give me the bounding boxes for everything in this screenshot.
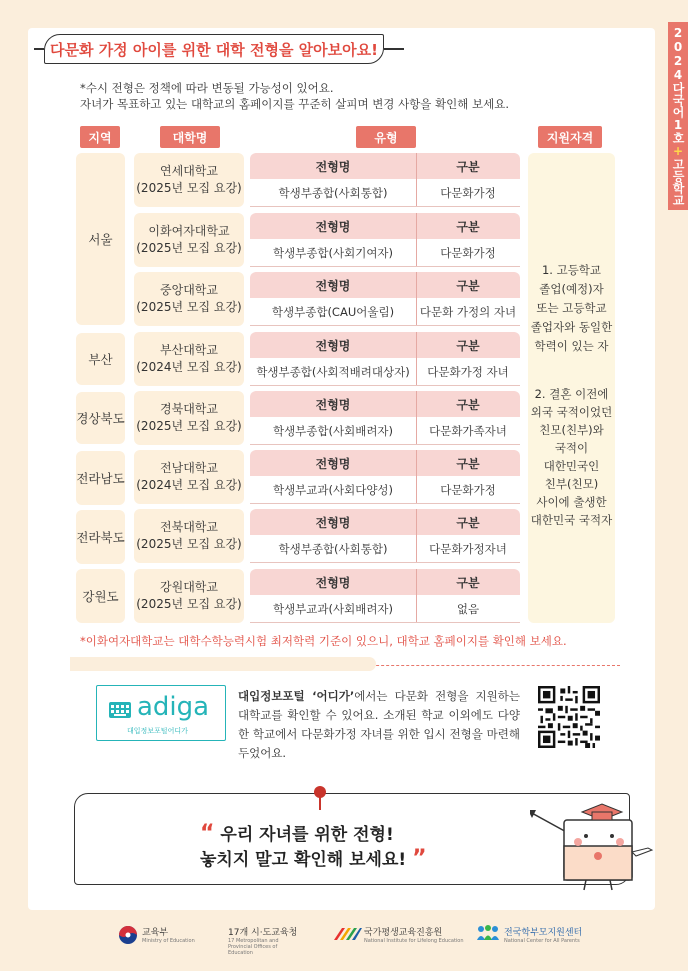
univ-cell <box>134 332 244 386</box>
univ-year: (2025년 모집 요강) <box>136 300 242 314</box>
qual-2-line: 사이에 출생한 <box>536 495 607 509</box>
qr-code-icon[interactable] <box>538 686 600 748</box>
type-head-category: 구분 <box>456 515 480 530</box>
type-name: 학생부종합(사회통합) <box>278 542 388 556</box>
adiga-logo[interactable] <box>96 685 226 741</box>
region-gangwon: 강원도 <box>76 569 125 623</box>
type-head-category: 구분 <box>456 456 480 471</box>
type-table <box>250 332 520 386</box>
type-head-name: 전형명 <box>315 515 351 530</box>
header-university: 대학명 <box>160 126 220 148</box>
univ-name: 부산대학교 <box>160 343 218 357</box>
qual-2-line: 국적이 <box>554 441 589 455</box>
type-head-category: 구분 <box>456 338 480 353</box>
nile-logo-icon <box>332 926 362 942</box>
univ-year: (2025년 모집 요강) <box>136 597 242 611</box>
univ-year: (2025년 모집 요강) <box>136 241 242 255</box>
univ-cell <box>134 213 244 267</box>
side-tab-series: 다국어 <box>671 82 685 118</box>
qual-1-line: 졸업자와 동일한 <box>530 320 613 334</box>
qual-1-line: 또는 고등학교 <box>536 301 607 315</box>
header-qualification: 지원자격 <box>538 126 602 148</box>
title-line-left <box>34 48 44 50</box>
univ-year: (2024년 모집 요강) <box>136 478 242 492</box>
type-name: 학생부종합(CAU어울림) <box>271 305 395 319</box>
type-name: 학생부교과(사회배려자) <box>272 602 394 616</box>
type-category: 다문화가정 자녀 <box>427 365 509 379</box>
type-head-category: 구분 <box>456 397 480 412</box>
type-head-name: 전형명 <box>315 159 351 174</box>
footer-moe: 교육부 <box>142 928 169 938</box>
adiga-description <box>238 687 520 763</box>
moe-emblem-icon <box>118 925 138 945</box>
qual-2-line: 대한민국인 <box>543 459 600 473</box>
slogan-text-2: 놓치지 말고 확인해 보세요! <box>200 850 407 870</box>
type-head-category: 구분 <box>456 159 480 174</box>
region-jeonbuk: 전라북도 <box>76 510 125 564</box>
type-table <box>250 569 520 623</box>
type-category: 다문화가정자녀 <box>429 542 507 556</box>
type-head-name: 전형명 <box>315 338 351 353</box>
type-head-category: 구분 <box>456 278 480 293</box>
note-line-1: *수시 전형은 정책에 따라 변동될 가능성이 있어요. <box>80 81 334 95</box>
univ-name: 경북대학교 <box>160 402 218 416</box>
univ-name: 전남대학교 <box>160 461 218 475</box>
univ-year: (2024년 모집 요강) <box>136 360 242 374</box>
type-head-name: 전형명 <box>315 397 351 412</box>
divider-tab <box>70 657 376 671</box>
region-busan: 부산 <box>76 333 125 385</box>
qual-2-line: 대한민국 국적자 <box>530 513 613 527</box>
side-tab-num: 1호 <box>671 118 685 144</box>
footer-moe-en: Ministry of Education <box>142 938 195 944</box>
footnote: *이화여자대학교는 대학수학능력시험 최저학력 기준이 있으니, 대학교 홈페이지를 확인해 보세요. <box>80 634 567 648</box>
univ-cell <box>134 569 244 623</box>
open-quote: “ <box>200 821 215 846</box>
region-seoul: 서울 <box>76 153 125 325</box>
univ-name: 연세대학교 <box>160 164 218 178</box>
footer-parents: 전국학부모지원센터 <box>504 928 583 938</box>
pin-string <box>319 796 321 810</box>
adiga-body: 에서는 다문화 전형을 지원하는 대학교를 확인할 수 있어요. 소개된 학교 이외에도 다양한 학교에서 다문화가정 자녀를 위한 입시 전형을 마련해 두었어요. <box>238 689 520 760</box>
qual-2-line: 친부(친모) <box>544 477 599 491</box>
type-category: 다문화가족자녀 <box>429 424 507 438</box>
qualification-panel <box>528 153 615 623</box>
qual-2-line: 친모(친부)와 <box>539 423 604 437</box>
univ-cell <box>134 391 244 445</box>
footer-parents-en: National Center for All Parents <box>504 938 580 944</box>
qual-2-line: 외국 국적이었던 <box>530 405 613 419</box>
univ-name: 이화여자대학교 <box>148 224 230 238</box>
type-table <box>250 509 520 563</box>
univ-name: 전북대학교 <box>160 520 218 534</box>
qual-2-line: 2. 결혼 이전에 <box>534 387 609 401</box>
type-name: 학생부교과(사회다양성) <box>272 483 394 497</box>
slogan-line-2 <box>200 845 427 871</box>
type-head-name: 전형명 <box>315 456 351 471</box>
close-quote: ” <box>412 846 427 871</box>
type-category: 다문화가정 <box>440 186 496 200</box>
univ-cell <box>134 153 244 207</box>
title-line-right <box>384 48 404 50</box>
header-type: 유형 <box>356 126 416 148</box>
type-table <box>250 213 520 267</box>
type-head-name: 전형명 <box>315 278 351 293</box>
type-category: 다문화가정 <box>440 483 496 497</box>
univ-name: 중앙대학교 <box>160 283 218 297</box>
type-head-name: 전형명 <box>315 575 351 590</box>
type-category: 없음 <box>456 602 480 616</box>
qual-1-line: 학력이 있는 자 <box>534 339 609 353</box>
side-tab-year: 2024 <box>671 26 685 82</box>
qual-1-line: 1. 고등학교 <box>541 263 602 277</box>
footer-offices: 17개 시·도교육청 <box>228 928 298 938</box>
type-name: 학생부종합(사회적배려대상자) <box>256 365 410 379</box>
univ-cell <box>134 450 244 504</box>
type-category: 다문화 가정의 자녀 <box>419 305 517 319</box>
type-table <box>250 450 520 504</box>
parents-center-logo-icon <box>476 924 500 942</box>
graduate-envelope-mascot-icon <box>530 790 660 900</box>
type-name: 학생부종합(사회기여자) <box>272 246 394 260</box>
univ-name: 강원대학교 <box>160 580 218 594</box>
note-line-2: 자녀가 목표하고 있는 대학교의 홈페이지를 꾸준히 살피며 변경 사항을 확인해 보세요. <box>80 97 510 111</box>
type-table <box>250 272 520 326</box>
adiga-logo-sub: 대입정보포털어디가 <box>127 727 188 735</box>
type-head-category: 구분 <box>456 575 480 590</box>
adiga-highlight: 대입정보포털 ‘어디가’ <box>238 689 355 703</box>
title-box <box>44 34 384 64</box>
univ-year: (2025년 모집 요강) <box>136 537 242 551</box>
type-name: 학생부종합(사회배려자) <box>272 424 394 438</box>
region-gyeongbuk: 경상북도 <box>76 392 125 444</box>
keyboard-icon <box>109 702 131 718</box>
type-head-category: 구분 <box>456 219 480 234</box>
side-tab <box>668 22 688 210</box>
adiga-logo-word: adiga <box>137 692 210 722</box>
footer-nile-en: National Institute for Lifelong Education <box>364 938 464 944</box>
side-tab-plus: + <box>671 144 685 158</box>
univ-cell <box>134 509 244 563</box>
footer-offices-en: 17 Metropolitan and Provincial Offices of Education <box>228 938 279 956</box>
univ-year: (2025년 모집 요강) <box>136 419 242 433</box>
type-table <box>250 391 520 445</box>
page-title: 다문화 가정 아이를 위한 대학 전형을 알아보아요! <box>50 40 378 59</box>
footer-nile: 국가평생교육진흥원 <box>364 928 443 938</box>
univ-year: (2025년 모집 요강) <box>136 181 242 195</box>
type-name: 학생부종합(사회통합) <box>278 186 388 200</box>
qual-1-line: 졸업(예정)자 <box>539 282 604 296</box>
type-head-name: 전형명 <box>315 219 351 234</box>
side-tab-school: 고등학교 <box>671 158 685 206</box>
type-table <box>250 153 520 207</box>
region-jeonnam: 전라남도 <box>76 451 125 505</box>
slogan-line-1 <box>200 820 394 846</box>
header-region: 지역 <box>80 126 120 148</box>
univ-cell <box>134 272 244 326</box>
slogan-text-1: 우리 자녀를 위한 전형! <box>220 825 394 845</box>
type-category: 다문화가정 <box>440 246 496 260</box>
